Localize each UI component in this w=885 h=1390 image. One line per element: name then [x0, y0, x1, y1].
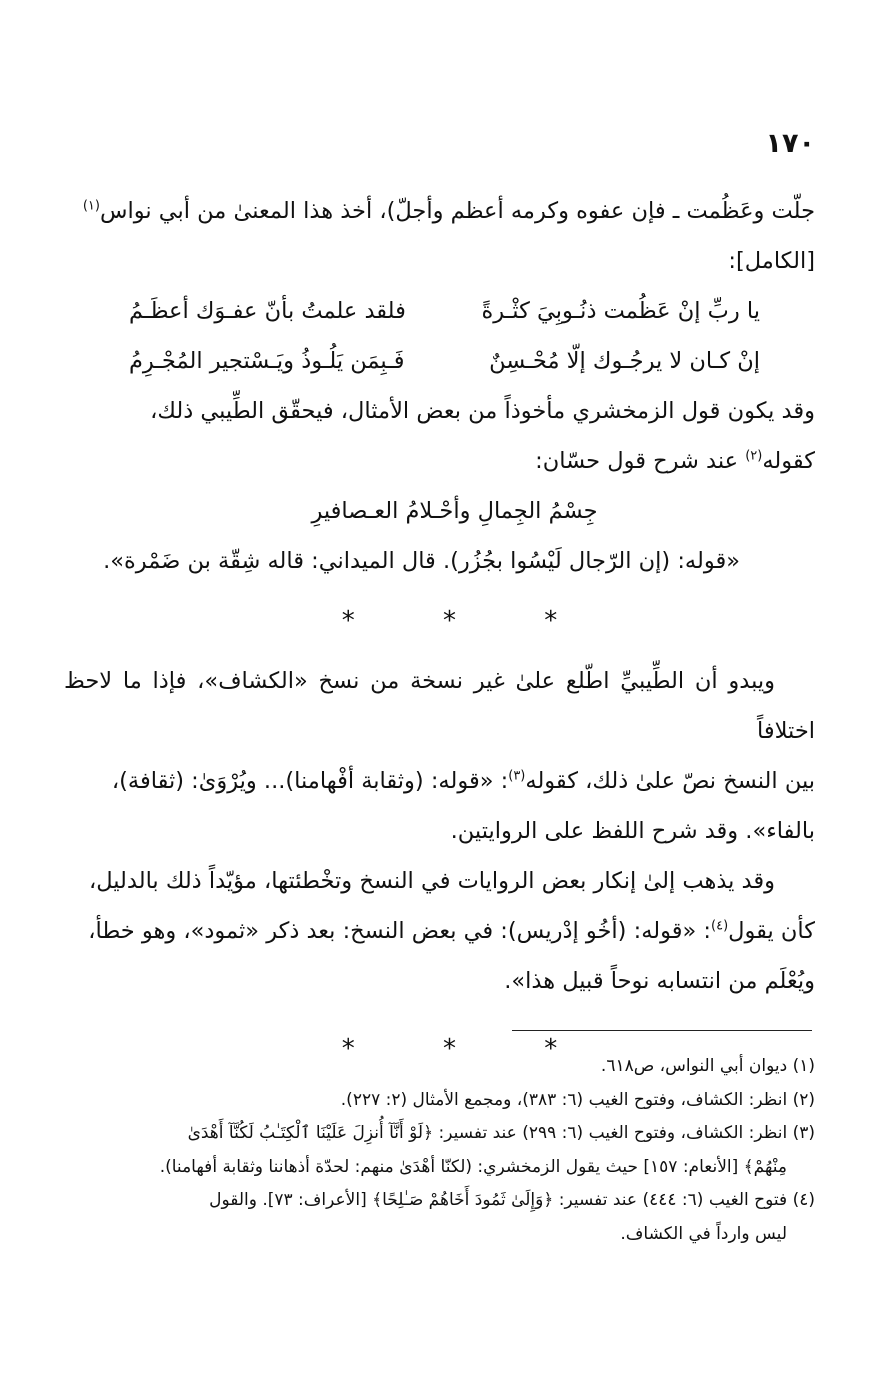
- footnote-3-line-1: (٣) انظر: الكشاف، وفتوح الغيب (٦: ٢٩٩) عند تفسير: ﴿لَوْ أَنَّآ أُنزِلَ عَلَيْنَا ٱلْكِتَـٰبُ لَكُنَّآ أَهْدَىٰ: [187, 1123, 815, 1143]
- section-divider-stars: * * *: [341, 1034, 598, 1064]
- quote-line: «قوله: (إن الرّجال لَيْسُوا بجُزُر). قال الميداني: قاله شِقّة بن ضَمْرة».: [103, 548, 740, 574]
- footnote-3-line-2: مِنْهُمْ﴾ [الأنعام: ١٥٧] حيث يقول الزمخشري: (لكنّا أهْدَىٰ منهم: لحدّة أذهاننا وثقابة أفهامنا).: [159, 1156, 787, 1177]
- verse-2-first-hemistich: إنْ كـان لا يرجُـوك إلّا مُحْـسِنٌ: [489, 348, 760, 374]
- verse-2: [64, 336, 815, 386]
- text-run: كأن يقول: [728, 918, 815, 944]
- paragraph-1-line-1: [64, 186, 815, 236]
- paragraph-1-line-2: [الكامل]:: [728, 248, 815, 274]
- footnote-ref-2: (٢): [745, 448, 763, 464]
- paragraph-3-line-3: بالفاء». وقد شرح اللفظ على الروايتين.: [450, 818, 815, 844]
- paragraph-4-line-2: [64, 906, 815, 956]
- footnote-ref-4: (٤): [711, 918, 729, 934]
- paragraph-2-line-1: وقد يكون قول الزمخشري مأخوذاً من بعض الأمثال، فيحقّق الطِّيبي ذلك،: [150, 398, 815, 424]
- footnote-4-line-1: (٤) فتوح الغيب (٦: ٤٤٤) عند تفسير: ﴿وَإِلَىٰ ثَمُودَ أَخَاهُمْ صَـٰلِحًا﴾ [الأعراف: ٧٣]. والقول: [209, 1190, 815, 1210]
- footnote-1: (١) ديوان أبي النواس، ص٦١٨.: [600, 1056, 815, 1076]
- paragraph-3-line-1: ويبدو أن الطِّيبيِّ اطّلع علىٰ غير نسخة من نسخ «الكشاف»، فإذا ما لاحظ اختلافاً: [64, 668, 815, 744]
- text-run: جلّت وعَظُمت ـ فإن عفوه وكرمه أعظم وأجلّ)، أخذ هذا المعنىٰ من أبي نواس: [99, 198, 815, 224]
- text-run: : «قوله: (وثقابة أفْهامنا)... ويُرْوَىٰ: (ثقافة)،: [111, 768, 509, 794]
- text-run: بين النسخ نصّ علىٰ ذلك، كقوله: [525, 768, 815, 794]
- text-run: كقوله: [762, 448, 815, 474]
- section-divider-stars: * * *: [341, 606, 598, 636]
- text-run: عند شرح قول حسّان:: [535, 448, 746, 474]
- verse-1: [64, 286, 815, 336]
- paragraph-3-line-2: [64, 756, 815, 806]
- verse-1-second-hemistich: فلقد علمتُ بأنّ عفـوَك أعظَـمُ: [129, 298, 406, 324]
- verse-2-second-hemistich: فَـبِمَن يَلُـوذُ ويَـسْتجير المُجْـرِمُ: [129, 348, 405, 374]
- paragraph-2-line-2: [64, 436, 815, 486]
- page-number: ١٧٠: [765, 128, 815, 159]
- footnote-separator: [512, 1030, 812, 1031]
- footnote-4-line-2: ليس وارداً في الكشاف.: [620, 1223, 787, 1244]
- main-text: [64, 186, 815, 1084]
- footnotes: [64, 1050, 815, 1251]
- footnote-ref-3: (٣): [508, 768, 526, 784]
- paragraph-4-line-3: ويُعْلَم من انتسابه نوحاً قبيل هذا».: [504, 968, 815, 994]
- verse-1-first-hemistich: يا ربِّ إنْ عَظُمت ذنُـوبِيَ كثْـرةً: [481, 298, 760, 324]
- footnote-2: (٢) انظر: الكشاف، وفتوح الغيب (٦: ٣٨٣)، ومجمع الأمثال (٢: ٢٢٧).: [340, 1089, 815, 1110]
- quoted-verse: جِسْمُ الجِمالِ وأحْـلامُ العـصافيرِ: [311, 498, 598, 524]
- footnote-ref-1: (١): [82, 198, 100, 214]
- text-run: : «قوله: (أخُو إدْريس): في بعض النسخ: بعد ذكر «ثمود»، وهو خطأ،: [88, 918, 711, 944]
- paragraph-4-line-1: وقد يذهب إلىٰ إنكار بعض الروايات في النسخ وتخْطئتها، مؤيّداً ذلك بالدليل،: [88, 868, 775, 894]
